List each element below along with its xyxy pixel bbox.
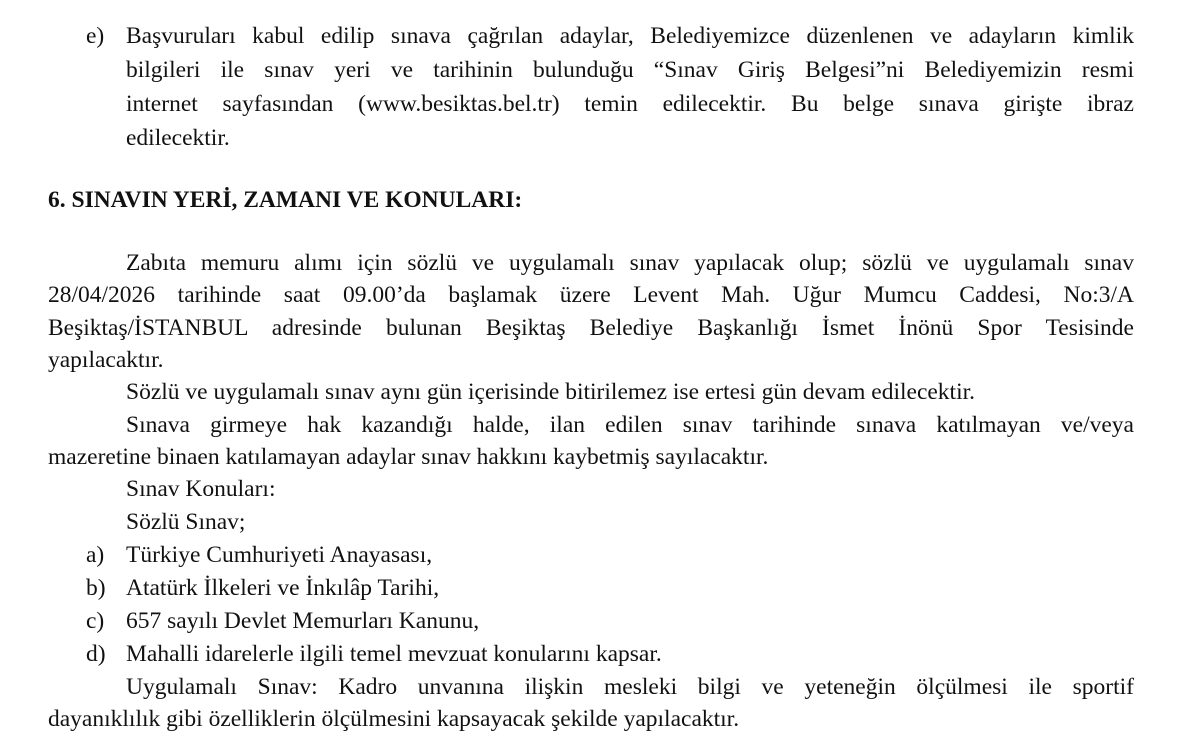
paragraph-line: yapılacaktır. xyxy=(48,347,164,373)
list-marker: a) xyxy=(86,542,105,568)
paragraph-line: 28/04/2026 tarihinde saat 09.00’da başlamak üzere Levent Mah. Uğur Mumcu Caddesi, No:3/A xyxy=(48,282,1134,308)
topics-label: Sınav Konuları: xyxy=(126,476,276,502)
oral-exam-label: Sözlü Sınav; xyxy=(126,509,246,535)
paragraph-line: Sözlü ve uygulamalı sınav aynı gün içerisinde bitirilemez ise ertesi gün devam edilecektir. xyxy=(126,379,976,405)
list-marker: b) xyxy=(86,575,106,601)
paragraph-line: edilecektir. xyxy=(126,125,230,151)
list-item-text: 657 sayılı Devlet Memurları Kanunu, xyxy=(126,608,480,634)
paragraph-line: Beşiktaş/İSTANBUL adresinde bulunan Beşiktaş Belediye Başkanlığı İsmet İnönü Spor Tesisinde xyxy=(48,315,1134,341)
paragraph-line: Zabıta memuru alımı için sözlü ve uygulamalı sınav yapılacak olup; sözlü ve uygulamalı sınav xyxy=(126,250,1134,276)
paragraph-line: dayanıklılık gibi özelliklerin ölçülmesini kapsayacak şekilde yapılacaktır. xyxy=(48,706,740,732)
list-item-text: Mahalli idarelerle ilgili temel mevzuat konularını kapsar. xyxy=(126,641,662,667)
list-marker: d) xyxy=(86,641,106,667)
paragraph-line: Başvuruları kabul edilip sınava çağrılan adaylar, Belediyemizce düzenlenen ve adayların kimlik xyxy=(126,23,1134,49)
paragraph-line: bilgileri ile sınav yeri ve tarihinin bulunduğu “Sınav Giriş Belgesi”ni Belediyemizin resmi xyxy=(126,57,1134,83)
paragraph-line: internet sayfasından (www.besiktas.bel.tr) temin edilecektir. Bu belge sınava girişte ibraz xyxy=(126,91,1134,117)
list-item-text: Türkiye Cumhuriyeti Anayasası, xyxy=(126,542,433,568)
paragraph-line: Sınava girmeye hak kazandığı halde, ilan edilen sınav tarihinde sınava katılmayan ve/veya xyxy=(126,412,1134,438)
list-marker: e) xyxy=(86,23,105,49)
list-marker: c) xyxy=(86,608,105,634)
paragraph-line: Uygulamalı Sınav: Kadro unvanına ilişkin mesleki bilgi ve yeteneğin ölçülmesi ile sportif xyxy=(126,674,1134,700)
list-item-text: Atatürk İlkeleri ve İnkılâp Tarihi, xyxy=(126,575,440,601)
paragraph-line: mazeretine binaen katılamayan adaylar sınav hakkını kaybetmiş sayılacaktır. xyxy=(48,444,769,470)
section-heading: 6. SINAVIN YERİ, ZAMANI VE KONULARI: xyxy=(48,187,523,213)
